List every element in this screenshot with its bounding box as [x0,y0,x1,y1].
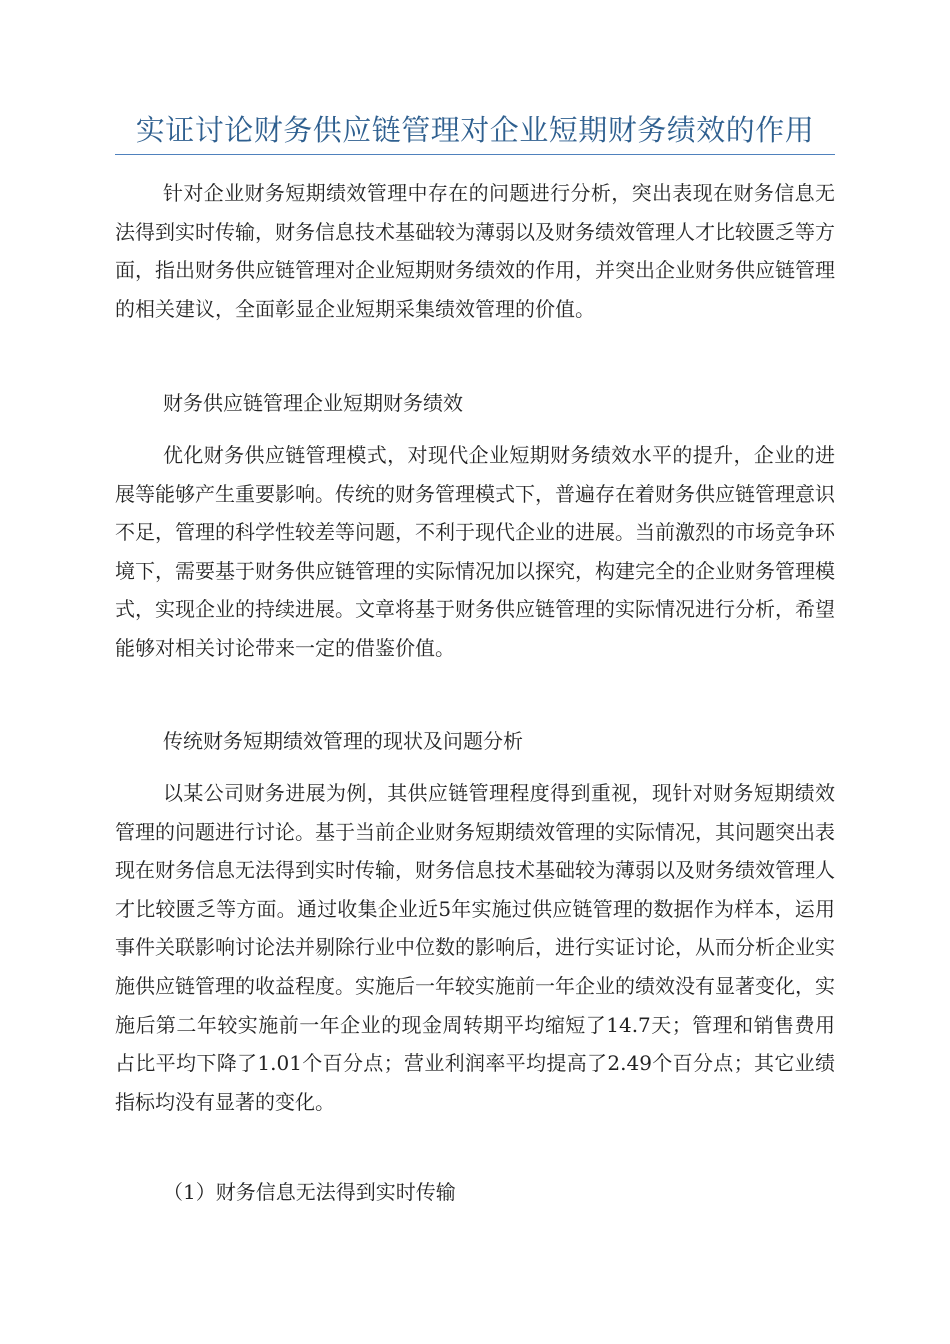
section-heading-supply-chain: 财务供应链管理企业短期财务绩效 [163,391,463,415]
subheading-realtime-transfer: （1）财务信息无法得到实时传输 [163,1180,456,1204]
section-heading-current-status: 传统财务短期绩效管理的现状及问题分析 [163,729,523,753]
page-title: 实证讨论财务供应链管理对企业短期财务绩效的作用 [115,108,835,155]
intro-paragraph: 针对企业财务短期绩效管理中存在的问题进行分析，突出表现在财务信息无法得到实时传输，财务信息技术基础较为薄弱以及财务绩效管理人才比较匮乏等方面，指出财务供应链管理对企业短期财务绩效的作用，并突出企业财务供应链管理的相关建议，全面彰显企业短期采集绩效管理的价值。 [115,181,835,321]
section-paragraph-current-status: 以某公司财务进展为例，其供应链管理程度得到重视，现针对财务短期绩效管理的问题进行讨论。基于当前企业财务短期绩效管理的实际情况，其问题突出表现在财务信息无法得到实时传输，财务信息技术基础较为薄弱以及财务绩效管理人才比较匮乏等方面。通过收集企业近5年实施过供应链管理的数据作为样本，运用事件关联影响讨论法并剔除行业中位数的影响后，进行实证讨论，从而分析企业实施供应链管理的收益程度。实施后一年较实施前一年企业的绩效没有显著变化，实施后第二年较实施前一年企业的现金周转期平均缩短了14.7天；管理和销售费用占比平均下降了1.01个百分点；营业利润率平均提高了2.49个百分点；其它业绩指标均没有显著的变化。 [115,781,835,1114]
section-paragraph-supply-chain: 优化财务供应链管理模式，对现代企业短期财务绩效水平的提升，企业的进展等能够产生重要影响。传统的财务管理模式下，普遍存在着财务供应链管理意识不足，管理的科学性较差等问题，不利于现代企业的进展。当前激烈的市场竞争环境下，需要基于财务供应链管理的实际情况加以探究，构建完全的企业财务管理模式，实现企业的持续进展。文章将基于财务供应链管理的实际情况进行分析，希望能够对相关讨论带来一定的借鉴价值。 [115,443,835,660]
